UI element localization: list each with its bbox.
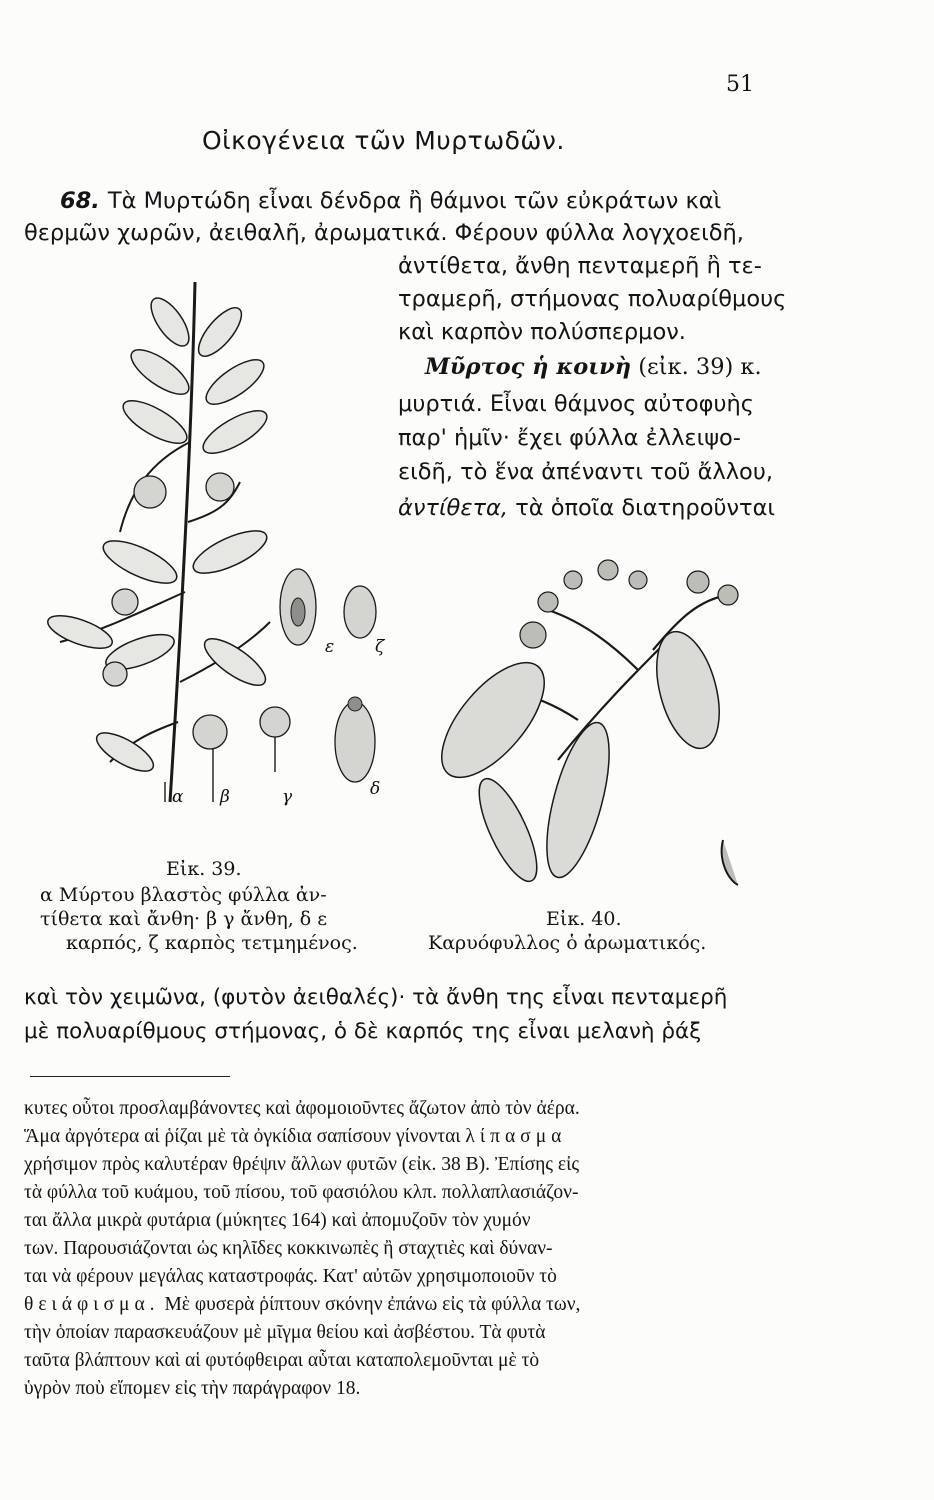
bottom-line-11: ὑγρὸν ποὺ εἴπομεν εἰς τὴν παράγραφον 18.	[24, 1378, 361, 1399]
myrtle-line-2: παρ' ἡμῖν· ἔχει φύλλα ἐλλειψο-	[398, 425, 741, 451]
bottom-line-5: ται ἄλλα μικρὰ φυτάρια (μύκητες 164) καὶ ἀπομυζοῦν τὸν χυμόν	[24, 1210, 531, 1231]
section-number: 68.	[60, 188, 100, 214]
clove-illustration	[438, 540, 758, 900]
myrtle-name: Μῦρτος ἡ κοινὴ	[425, 354, 632, 380]
right-line-1: ἀντίθετα, ἄνθη πενταμερῆ ἢ τε-	[398, 253, 762, 279]
fig39-caption-2: τίθετα καὶ ἄνθη· β γ ἄνθη, δ ε	[40, 908, 328, 930]
bottom-line-3: χρήσιμον πρὸς καλυτέραν θρέψιν ἄλλων φυτῶν (εἰκ. 38 Β). Ἐπίσης εἰς	[24, 1154, 580, 1175]
continuation-line-2: μὲ πολυαρίθμους στήμονας, ὁ δὲ καρπός της εἶναι μελανὴ ῥάξ	[24, 1019, 702, 1044]
fig40-label: Εἰκ. 40.	[546, 908, 622, 930]
myrtle-line-1: μυρτιά. Εἶναι θάμνος αὐτοφυὴς	[398, 391, 755, 417]
body-line-2: θερμῶν χωρῶν, ἀειθαλῆ, ἀρωματικά. Φέρουν φύλλα λογχοειδῆ,	[24, 220, 744, 246]
right-line-2: τραμερῆ, στήμονας πολυαρίθμους	[398, 286, 787, 312]
bottom-line-6: των. Παρουσιάζονται ὡς κηλῖδες κοκκινωπὲς ἢ σταχτιὲς καὶ δύναν-	[24, 1238, 553, 1259]
fig40-caption: Καρυόφυλλος ὁ ἀρωματικός.	[428, 932, 707, 954]
continuation-line-1: καὶ τὸν χειμῶνα, (φυτὸν ἀειθαλές)· τὰ ἄνθη της εἶναι πενταμερῆ	[24, 985, 728, 1010]
bottom-line-7: ται νὰ φέρουν μεγάλας καταστροφάς. Κατ' αὐτῶν χρησιμοποιοῦν τὸ	[24, 1266, 557, 1287]
chapter-title: Οἰκογένεια τῶν Μυρτωδῶν.	[202, 126, 565, 155]
theiafisma-word: θειάφισμα.	[24, 1294, 160, 1315]
fig39-caption-3: καρπός, ζ καρπὸς τετμημένος.	[66, 932, 358, 954]
lipasma-word: λίπασμα	[465, 1126, 567, 1147]
myrtle-illustration	[20, 262, 400, 828]
bottom-line-9: τὴν ὁποίαν παρασκευάζουν μὲ μῖγμα θείου καὶ ἀσβέστου. Τὰ φυτὰ	[24, 1322, 546, 1343]
fig39-letter-alpha: α	[172, 787, 184, 807]
body-line-1: 68. Τὰ Μυρτώδη εἶναι δένδρα ἢ θάμνοι τῶν εὐκράτων καὶ	[60, 188, 722, 214]
fig39-letter-zeta: ζ	[375, 637, 385, 657]
bottom-line-10: ταῦτα βλάπτουν καὶ αἱ φυτόφθειραι αὗται καταπολεμοῦνται μὲ τὸ	[24, 1350, 540, 1371]
fig39-label: Εἰκ. 39.	[166, 858, 242, 880]
fig39-letter-epsilon: ε	[325, 637, 335, 657]
italic-word: ἀντίθετα,	[398, 495, 509, 521]
fig39-caption-1: α Μύρτου βλαστὸς φύλλα ἀν-	[40, 884, 327, 906]
myrtle-heading	[425, 352, 762, 383]
bottom-line-4: τὰ φύλλα τοῦ κυάμου, τοῦ πίσου, τοῦ φασιόλου κλπ. πολλαπλασιάζον-	[24, 1182, 579, 1203]
page-number: 51	[726, 72, 754, 97]
fig39-letter-gamma: γ	[282, 787, 293, 807]
myrtle-line-4: ἀντίθετα, τὰ ὁποῖα διατηροῦνται	[398, 495, 776, 521]
fig39-letter-delta: δ	[370, 779, 381, 799]
bottom-line-2: Ἅμα ἀργότερα αἱ ῥίζαι μὲ τὰ ὀγκίδια σαπίσουν γίνονται λίπασμα	[24, 1126, 567, 1147]
right-line-3: καὶ καρπὸν πολύσπερμον.	[398, 319, 686, 345]
myrtle-line-3: ειδῆ, τὸ ἕνα ἀπέναντι τοῦ ἄλλου,	[398, 459, 773, 485]
bottom-line-8: θειάφισμα. Μὲ φυσερὰ ῥίπτουν σκόνην ἐπάνω εἰς τὰ φύλλα των,	[24, 1294, 581, 1315]
myrtle-ref: (εἰκ. 39) κ.	[638, 354, 762, 380]
bottom-line-1: κυτες οὗτοι προσλαμβάνοντες καὶ ἀφομοιοῦντες ἄζωτον ἀπὸ τὸν ἀέρα.	[24, 1098, 580, 1119]
separator-rule	[30, 1076, 230, 1077]
fig39-letter-beta: β	[220, 787, 230, 807]
